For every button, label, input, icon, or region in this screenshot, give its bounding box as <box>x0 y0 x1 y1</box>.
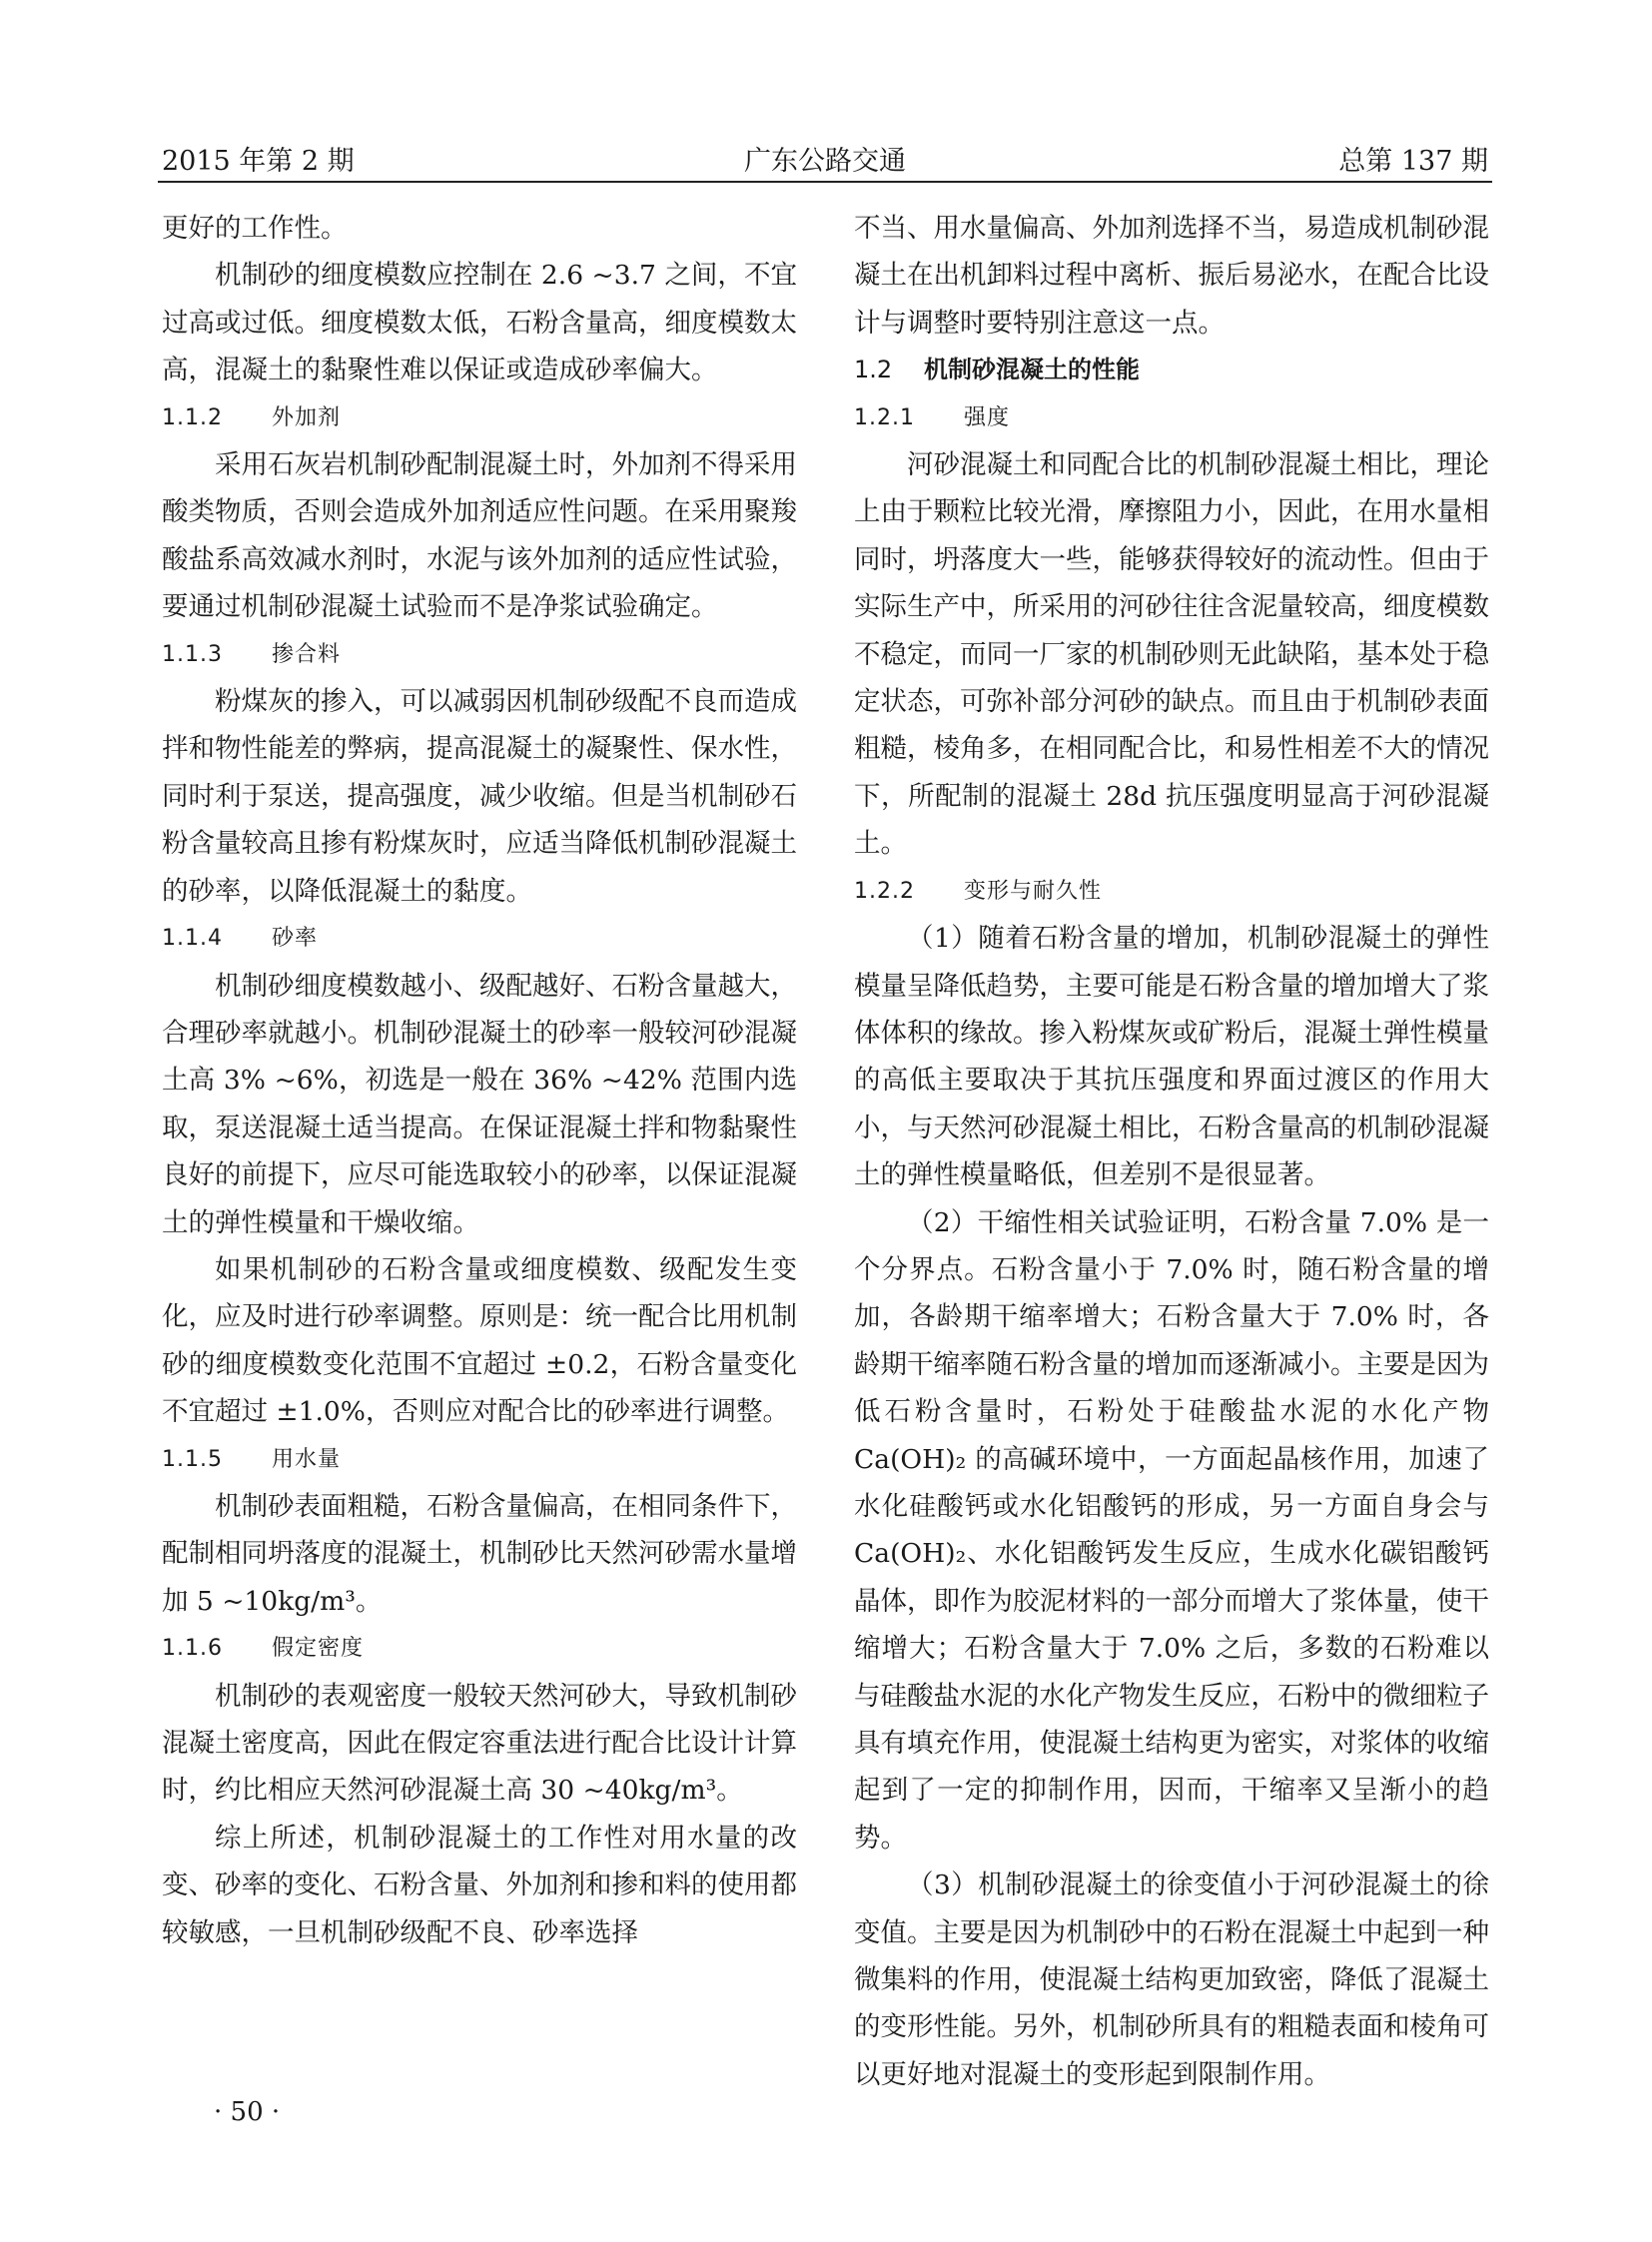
section-heading <box>162 631 797 678</box>
section-number: 1.2.1 <box>854 404 915 430</box>
section-heading <box>854 394 1489 441</box>
paragraph: （1）随着石粉含量的增加，机制砂混凝土的弹性模量呈降低趋势，主要可能是石粉含量的增加增大了浆体体积的缘故。掺入粉煤灰或矿粉后，混凝土弹性模量的高低主要取决于其抗压强度和界面过渡区的作用大小，与天然河砂混凝土相比，石粉含量高的机制砂混凝土的弹性模量略低，但差别不是很显著。 <box>854 923 1489 1191</box>
paragraph: 不当、用水量偏高、外加剂选择不当，易造成机制砂混凝土在出机卸料过程中离析、振后易泌水，在配合比设计与调整时要特别注意这一点。 <box>854 213 1489 339</box>
section-heading <box>162 1436 797 1483</box>
running-header <box>158 133 1492 183</box>
section-title: 用水量 <box>272 1446 342 1472</box>
paragraph: （3）机制砂混凝土的徐变值小于河砂混凝土的徐变值。主要是因为机制砂中的石粉在混凝土中起到一种微集料的作用，使混凝土结构更加致密，降低了混凝土的变形性能。另外，机制砂所具有的粗糙表面和棱角可以更好地对混凝土的变形起到限制作用。 <box>854 1869 1489 2090</box>
section-heading <box>854 347 1489 393</box>
paragraph: 机制砂表面粗糙，石粉含量偏高，在相同条件下，配制相同坍落度的混凝土，机制砂比天然河砂需水量增加 5 ~10kg/m³。 <box>162 1490 797 1617</box>
section-title: 机制砂混凝土的性能 <box>924 356 1140 384</box>
paragraph: 采用石灰岩机制砂配制混凝土时，外加剂不得采用酸类物质，否则会造成外加剂适应性问题。在采用聚羧酸盐系高效减水剂时，水泥与该外加剂的适应性试验，要通过机制砂混凝土试验而不是净浆试验确定。 <box>162 449 797 623</box>
page-number: · 50 · <box>214 2097 281 2127</box>
paragraph: 如果机制砂的石粉含量或细度模数、级配发生变化，应及时进行砂率调整。原则是：统一配合比用机制砂的细度模数变化范围不宜超过 ±0.2，石粉含量变化不宜超过 ±1.0%，否则应对配合比的砂率进行调整。 <box>162 1253 797 1428</box>
section-title: 掺合料 <box>272 641 342 667</box>
section-heading <box>162 394 797 441</box>
section-title: 砂率 <box>272 926 319 952</box>
section-number: 1.1.2 <box>162 404 223 430</box>
header-total-issue: 总第 137 期 <box>1338 146 1488 177</box>
section-title: 变形与耐久性 <box>964 878 1103 904</box>
section-number: 1.1.4 <box>162 926 223 952</box>
paragraph: 机制砂细度模数越小、级配越好、石粉含量越大，合理砂率就越小。机制砂混凝土的砂率一般较河砂混凝土高 3% ~6%，初选是一般在 36% ~42% 范围内选取，泵送混凝土适当提高。在保证混凝土拌和物黏聚性良好的前提下，应尽可能选取较小的砂率，以保证混凝土的弹性模量和干燥收缩。 <box>162 970 797 1238</box>
right-column <box>854 205 1489 2098</box>
paragraph: 综上所述，机制砂混凝土的工作性对用水量的改变、砂率的变化、石粉含量、外加剂和掺和料的使用都较敏感，一旦机制砂级配不良、砂率选择 <box>162 1822 797 1948</box>
section-title: 假定密度 <box>272 1636 365 1662</box>
section-number: 1.2 <box>854 356 893 384</box>
section-title: 外加剂 <box>272 404 342 430</box>
left-column <box>162 205 797 1956</box>
section-number: 1.1.5 <box>162 1446 223 1472</box>
paragraph: （2）干缩性相关试验证明，石粉含量 7.0% 是一个分界点。石粉含量小于 7.0% 时，随石粉含量的增加，各龄期干缩率增大；石粉含量大于 7.0% 时，各龄期干缩率随石粉含量的增加而逐渐减小。主要是因为低石粉含量时，石粉处于硅酸盐水泥的水化产物 Ca(OH)₂ 的高碱环境中，一方面起晶核作用，加速了水化硅酸钙或水化铝酸钙的形成，另一方面自身会与 Ca(OH)₂、水化铝酸钙发生反应，生成水化碳铝酸钙晶体，即作为胶泥材料的一部分而增大了浆体量，使干缩增大；石粉含量大于 7.0% 之后，多数的石粉难以与硅酸盐水泥的水化产物发生反应，石粉中的微细粒子具有填充作用，使混凝土结构更为密实，对浆体的收缩起到了一定的抑制作用，因而，干缩率又呈渐小的趋势。 <box>854 1206 1489 1854</box>
section-title: 强度 <box>964 404 1011 430</box>
paragraph: 更好的工作性。 <box>162 213 348 244</box>
header-journal-title: 广东公路交通 <box>744 146 906 177</box>
section-heading <box>854 868 1489 915</box>
section-number: 1.1.6 <box>162 1636 223 1662</box>
paragraph: 机制砂的表观密度一般较天然河砂大，导致机制砂混凝土密度高，因此在假定容重法进行配合比设计计算时，约比相应天然河砂混凝土高 30 ~40kg/m³。 <box>162 1680 797 1807</box>
section-number: 1.2.2 <box>854 878 915 904</box>
section-heading <box>162 915 797 962</box>
paragraph: 机制砂的细度模数应控制在 2.6 ~3.7 之间，不宜过高或过低。细度模数太低，石粉含量高，细度模数太高，混凝土的黏聚性难以保证或造成砂率偏大。 <box>162 260 797 386</box>
paragraph: 粉煤灰的掺入，可以减弱因机制砂级配不良而造成拌和物性能差的弊病，提高混凝土的凝聚性、保水性，同时利于泵送，提高强度，减少收缩。但是当机制砂石粉含量较高且掺有粉煤灰时，应适当降低机制砂混凝土的砂率，以降低混凝土的黏度。 <box>162 686 797 907</box>
paragraph: 河砂混凝土和同配合比的机制砂混凝土相比，理论上由于颗粒比较光滑，摩擦阻力小，因此，在用水量相同时，坍落度大一些，能够获得较好的流动性。但由于实际生产中，所采用的河砂往往含泥量较高，细度模数不稳定，而同一厂家的机制砂则无此缺陷，基本处于稳定状态，可弥补部分河砂的缺点。而且由于机制砂表面粗糙，棱角多，在相同配合比，和易性相差不大的情况下，所配制的混凝土 28d 抗压强度明显高于河砂混凝土。 <box>854 449 1489 860</box>
section-heading <box>162 1625 797 1672</box>
section-number: 1.1.3 <box>162 641 223 667</box>
header-issue: 2015 年第 2 期 <box>162 146 355 177</box>
